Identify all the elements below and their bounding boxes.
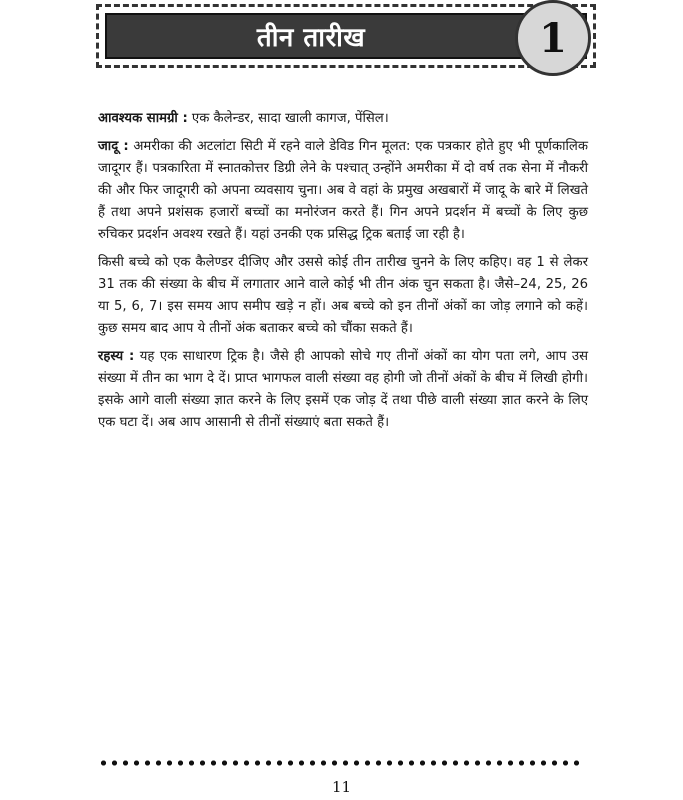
secret-paragraph — [98, 346, 588, 434]
secret-text: यह एक साधारण ट्रिक है। जैसे ही आपको सोचे गए तीनों अंकों का योग पता लगे, आप उस संख्या में तीन का भाग दे दें। प्राप्त भागफल वाली संख्या वह होगी जो तीनों अंकों के बीच में लिखी होगी। इसके आगे वाली संख्या ज्ञात करने के लिए इसमें एक जोड़ दें तथा पीछे वाली संख्या ज्ञात करने के लिए एक घटा दें। अब आप आसानी से तीनों संख्याएं बता सकते हैं। — [98, 349, 588, 430]
materials-label: आवश्यक सामग्री : — [98, 111, 188, 126]
article-body — [98, 108, 588, 440]
materials-paragraph — [98, 108, 588, 130]
magic-paragraph — [98, 136, 588, 246]
chapter-number-badge: 1 — [515, 0, 591, 76]
chapter-header — [0, 0, 683, 90]
footer-dotted-divider — [98, 760, 584, 766]
page-number: 11 — [331, 778, 352, 796]
secret-label: रहस्य : — [98, 349, 135, 364]
instructions-paragraph — [98, 252, 588, 340]
instructions-text: किसी बच्चे को एक कैलेण्डर दीजिए और उससे कोई तीन तारीख चुनने के लिए कहिए। वह 1 से लेकर 31 तक की संख्या के बीच में लगातार आने वाले कोई भी तीन अंक चुन सकता है। जैसे–24, 25, 26 या 5, 6, 7। इस समय आप समीप खड़े न हों। अब बच्चे को इन तीनों अंकों का जोड़ लगाने को कहें। कुछ समय बाद आप ये तीनों अंक बताकर बच्चे को चौंका सकते हैं। — [98, 255, 588, 336]
materials-text: एक कैलेन्डर, सादा खाली कागज, पेंसिल। — [187, 111, 389, 126]
magic-label: जादू : — [98, 139, 129, 154]
magic-text: अमरीका की अटलांटा सिटी में रहने वाले डेविड गिन मूलत: एक पत्रकार होते हुए भी पूर्णकालिक जादूगर हैं। पत्रकारिता में स्नातकोत्तर डिग्री लेने के पश्चात् उन्होंने अमरीका में दो वर्ष तक सेना में नौकरी की और फिर जादूगरी को अपना व्यवसाय चुना। अब वे वहां के प्रमुख अखबारों में जादू के बारे में लिखते हैं तथा अपने प्रशंसक हजारों बच्चों का मनोरंजन करते हैं। गिन अपने प्रदर्शन में बच्चों के लिए कुछ रुचिकर प्रदर्शन अवश्य रखते हैं। यहां उनकी एक प्रसिद्ध ट्रिक बताई जा रही है। — [98, 139, 588, 242]
chapter-title: तीन तारीख — [256, 23, 366, 53]
